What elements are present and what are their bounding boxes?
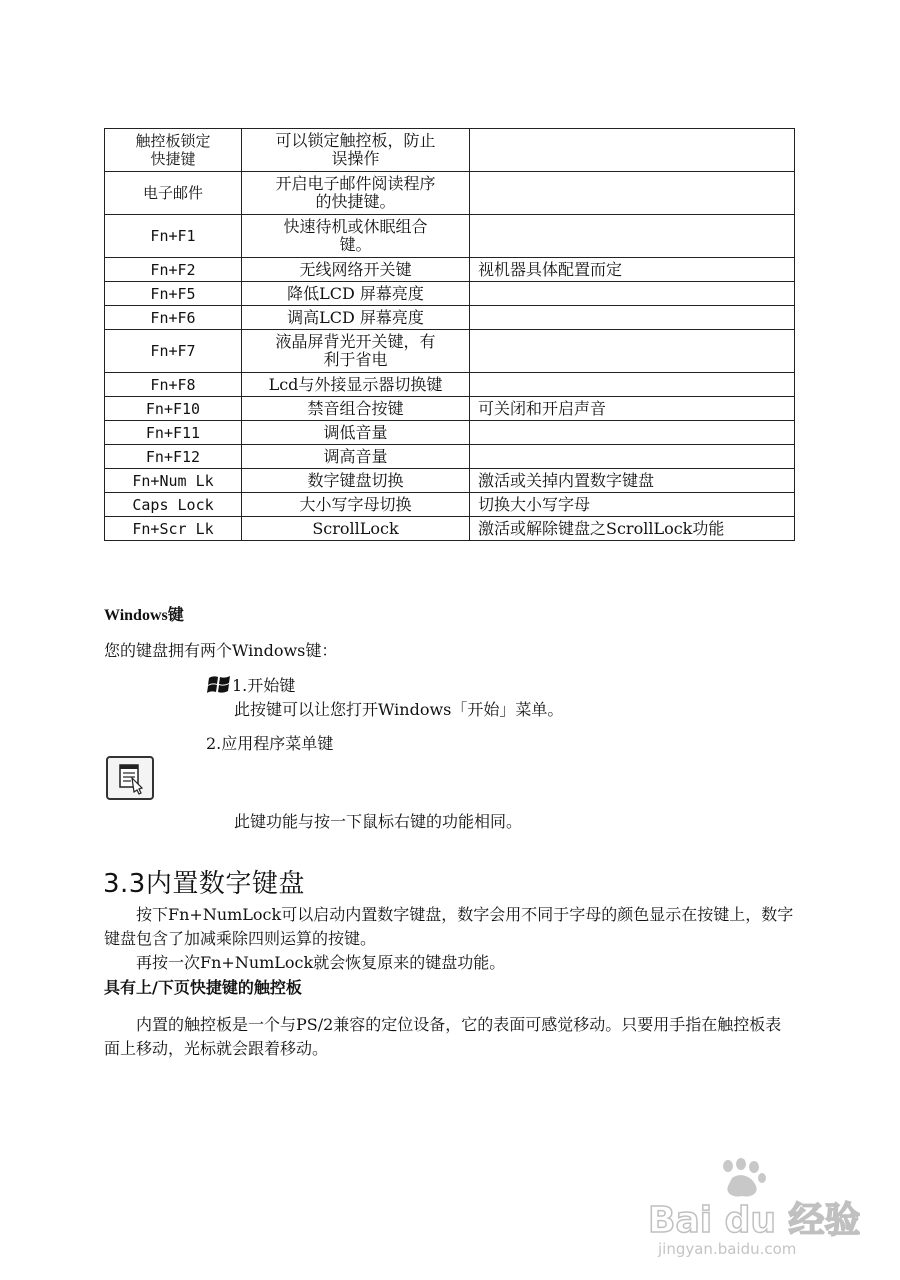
app-menu-key-label: 2.应用程序菜单键 — [206, 734, 334, 753]
application-menu-icon — [106, 756, 154, 800]
hotkey-note-cell: 视机器具体配置而定 — [470, 258, 795, 282]
table-row — [105, 445, 795, 469]
hotkey-key-cell: 电子邮件 — [105, 172, 242, 215]
table-row — [105, 397, 795, 421]
hotkey-note-cell: 可关闭和开启声音 — [470, 397, 795, 421]
hotkey-key-cell: Fn+F1 — [105, 215, 242, 258]
hotkey-function-cell: 快速待机或休眠组合 键。 — [242, 215, 470, 258]
table-row — [105, 306, 795, 330]
hotkey-note-cell — [470, 172, 795, 215]
table-row — [105, 330, 795, 373]
hotkey-key-cell: Fn+F8 — [105, 373, 242, 397]
hotkey-function-cell: 无线网络开关键 — [242, 258, 470, 282]
hotkey-function-cell: 开启电子邮件阅读程序 的快捷键。 — [242, 172, 470, 215]
hotkey-note-cell — [470, 129, 795, 172]
numpad-paragraph-2: 再按一次Fn+NumLock就会恢复原来的键盘功能。 — [136, 953, 506, 972]
hotkey-note-cell — [470, 373, 795, 397]
start-key-description: 此按键可以让您打开Windows「开始」菜单。 — [234, 700, 564, 719]
table-row — [105, 282, 795, 306]
hotkey-key-cell: Fn+Scr Lk — [105, 517, 242, 541]
hotkey-function-cell: 调高LCD 屏幕亮度 — [242, 306, 470, 330]
hotkey-function-cell: 液晶屏背光开关键，有 利于省电 — [242, 330, 470, 373]
hotkey-note-cell — [470, 445, 795, 469]
hotkey-key-cell: Fn+F2 — [105, 258, 242, 282]
hotkey-key-cell: Fn+F12 — [105, 445, 242, 469]
hotkey-note-cell — [470, 282, 795, 306]
table-row — [105, 421, 795, 445]
hotkey-note-cell — [470, 421, 795, 445]
touchpad-subheading: 具有上/下页快捷键的触控板 — [104, 978, 302, 997]
start-key-label: 1.开始键 — [232, 676, 296, 695]
hotkey-note-cell: 激活或解除键盘之ScrollLock功能 — [470, 517, 795, 541]
hotkey-key-cell: Fn+Num Lk — [105, 469, 242, 493]
hotkey-note-cell — [470, 306, 795, 330]
hotkey-note-cell — [470, 215, 795, 258]
hotkey-key-cell: 触控板锁定 快捷键 — [105, 129, 242, 172]
hotkey-table-body — [105, 129, 795, 541]
hotkey-key-cell: Caps Lock — [105, 493, 242, 517]
hotkey-function-cell: 数字键盘切换 — [242, 469, 470, 493]
table-row — [105, 493, 795, 517]
baidu-watermark — [640, 1158, 860, 1258]
hotkey-function-cell: 调高音量 — [242, 445, 470, 469]
hotkey-function-cell: 禁音组合按键 — [242, 397, 470, 421]
hotkey-function-cell: 可以锁定触控板，防止 误操作 — [242, 129, 470, 172]
windows-key-heading: Windows键 — [104, 607, 184, 624]
table-row — [105, 469, 795, 493]
app-menu-key-description: 此键功能与按一下鼠标右键的功能相同。 — [234, 812, 523, 831]
hotkey-function-cell: 调低音量 — [242, 421, 470, 445]
hotkey-table — [104, 128, 795, 541]
windows-key-intro: 您的键盘拥有两个Windows键： — [104, 641, 338, 660]
numpad-paragraph-1: 按下Fn+NumLock可以启动内置数字键盘，数字会用不同于字母的颜色显示在按键上，数字键盘包含了加减乘除四则运算的按键。 — [104, 905, 794, 948]
hotkey-key-cell: Fn+F6 — [105, 306, 242, 330]
hotkey-function-cell: 大小写字母切换 — [242, 493, 470, 517]
hotkey-key-cell: Fn+F5 — [105, 282, 242, 306]
windows-logo-icon — [206, 674, 232, 696]
hotkey-key-cell: Fn+F7 — [105, 330, 242, 373]
table-row — [105, 373, 795, 397]
hotkey-function-cell: ScrollLock — [242, 517, 470, 541]
baidu-paw-icon — [723, 1158, 766, 1197]
hotkey-key-cell: Fn+F10 — [105, 397, 242, 421]
watermark-url: jingyan.baidu.com — [658, 1240, 797, 1258]
table-row — [105, 517, 795, 541]
hotkey-function-cell: Lcd与外接显示器切换键 — [242, 373, 470, 397]
hotkey-function-cell: 降低LCD 屏幕亮度 — [242, 282, 470, 306]
table-row — [105, 215, 795, 258]
hotkey-key-cell: Fn+F11 — [105, 421, 242, 445]
hotkey-note-cell: 切换大小写字母 — [470, 493, 795, 517]
touchpad-paragraph: 内置的触控板是一个与PS/2兼容的定位设备，它的表面可感觉移动。只要用手指在触控板表面上移动，光标就会跟着移动。 — [104, 1015, 782, 1058]
watermark-brand: Bai du 经验 — [648, 1200, 860, 1241]
hotkey-note-cell — [470, 330, 795, 373]
start-key-item — [206, 673, 295, 696]
table-row — [105, 172, 795, 215]
table-row — [105, 129, 795, 172]
numpad-section-title: 3.3内置数字键盘 — [103, 869, 305, 899]
hotkey-note-cell: 激活或关掉内置数字键盘 — [470, 469, 795, 493]
table-row — [105, 258, 795, 282]
